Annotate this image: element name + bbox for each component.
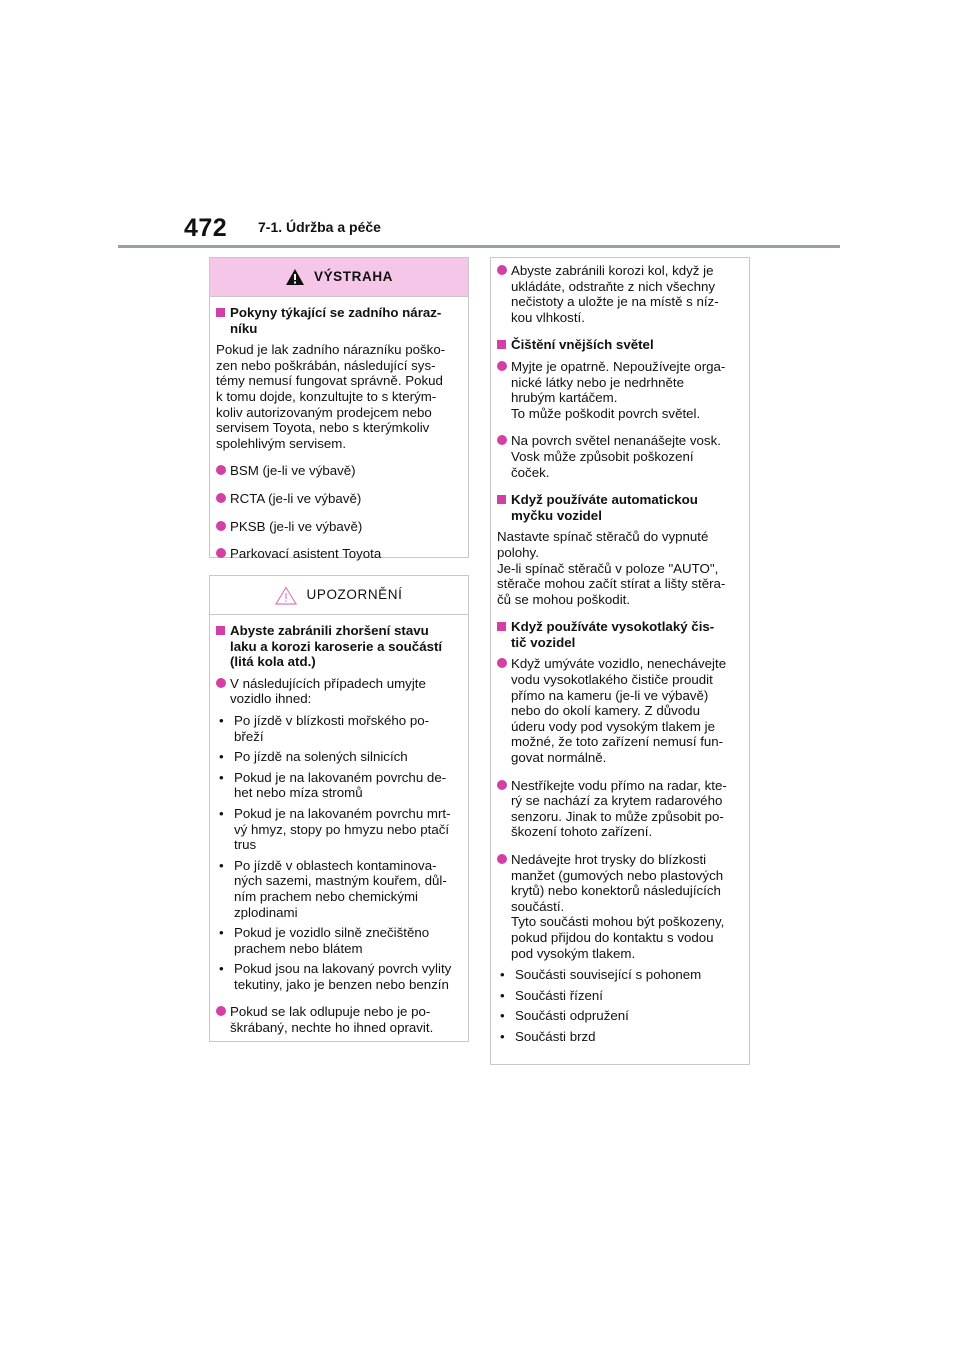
section-title: 7-1. Údržba a péče bbox=[258, 219, 381, 235]
warning-item: RCTA (je-li ve výbavě) bbox=[216, 491, 462, 507]
right-heading: Čištění vnějších světel bbox=[497, 337, 743, 353]
notice-box-continued bbox=[490, 257, 750, 1065]
notice-dash-item: • Pokud jsou na lakovaný povrch vylity tekutiny, jako je benzen nebo benzín bbox=[216, 961, 462, 992]
notice-bullet: V následujících případech umyjte vozidlo ihned: bbox=[216, 676, 462, 707]
notice-box bbox=[209, 575, 469, 1042]
right-dash-item: • Součásti odpružení bbox=[497, 1008, 743, 1024]
right-bullet: Na povrch světel nenanášejte vosk. Vosk může způsobit poškození čoček. bbox=[497, 433, 743, 480]
notice-bullet: Pokud se lak odlupuje nebo je po- škrábaný, nechte ho ihned opravit. bbox=[216, 1004, 462, 1035]
right-dash-item: • Součásti související s pohonem bbox=[497, 967, 743, 983]
right-paragraph: Nastavte spínač stěračů do vypnuté polohy. Je-li spínač stěračů v poloze "AUTO", stěrače mohou začít stírat a lišty stěra- čů se mohou poškodit. bbox=[497, 529, 726, 607]
right-bullet: Nedávejte hrot trysky do blízkosti manžet (gumových nebo plastových krytů) nebo konektorů následujících součástí. Tyto součásti mohou být poškozeny, pokud přijdou do kontaktu s vodou pod vysokým tlakem. bbox=[497, 852, 743, 961]
notice-title: UPOZORNĚNÍ bbox=[306, 587, 403, 603]
notice-dash-item: • Pokud je vozidlo silně znečištěno prachem nebo blátem bbox=[216, 925, 462, 956]
warning-icon bbox=[285, 268, 305, 286]
right-heading: Když používáte vysokotlaký čis- tič vozidel bbox=[497, 619, 743, 650]
notice-dash-item: • Pokud je na lakovaném povrchu de- het nebo míza stromů bbox=[216, 770, 462, 801]
warning-item: PKSB (je-li ve výbavě) bbox=[216, 519, 462, 535]
caution-icon bbox=[275, 586, 297, 605]
warning-item: BSM (je-li ve výbavě) bbox=[216, 463, 462, 479]
right-heading: Když používáte automatickou myčku vozidel bbox=[497, 492, 743, 523]
warning-heading: Pokyny týkající se zadního náraz- níku bbox=[216, 305, 462, 336]
notice-dash-item: • Pokud je na lakovaném povrchu mrt- vý hmyz, stopy po hmyzu nebo ptačí trus bbox=[216, 806, 462, 853]
right-dash-item: • Součásti brzd bbox=[497, 1029, 743, 1045]
notice-dash-item: • Po jízdě v blízkosti mořského po- břeží bbox=[216, 713, 462, 744]
right-bullet: Když umýváte vozidlo, nenechávejte vodu vysokotlakého čističe proudit přímo na kameru (je-li ve výbavě) nebo do okolí kamery. Z důvodu úderu vody pod vysokým tlakem je možné, že toto zařízení nemusí fun- govat normálně. bbox=[497, 656, 743, 765]
notice-dash-item: • Po jízdě na solených silnicích bbox=[216, 749, 462, 765]
warning-header bbox=[210, 258, 468, 297]
warning-box bbox=[209, 257, 469, 562]
header-rule bbox=[118, 245, 840, 248]
warning-text: Pokud je lak zadního nárazníku poško- zen nebo poškrábán, následující sys- témy nemusí fungovat správně. Pokud k tomu dojde, konzultujte to s kterým- koliv autorizovaným prodejcem nebo servisem Toyota, nebo s kterýmkoliv spolehlivým servisem. bbox=[216, 342, 446, 451]
right-bullet: Abyste zabránili korozi kol, když je ukládáte, odstraňte z nich všechny nečistoty a uložte je na místě s níz- kou vlhkostí. bbox=[497, 263, 743, 325]
notice-dash-item: • Po jízdě v oblastech kontaminova- ných sazemi, mastným kouřem, důl- ním prachem nebo chemickými zplodinami bbox=[216, 858, 462, 920]
notice-header bbox=[210, 576, 468, 615]
notice-heading: Abyste zabránili zhoršení stavu laku a korozi karoserie a součástí (litá kola atd.) bbox=[216, 623, 462, 670]
warning-item: Parkovací asistent Toyota bbox=[216, 546, 462, 562]
right-bullet: Nestříkejte vodu přímo na radar, kte- rý se nachází za krytem radarového senzoru. Jinak to může způsobit po- škození tohoto zařízení. bbox=[497, 778, 743, 840]
right-dash-item: • Součásti řízení bbox=[497, 988, 743, 1004]
warning-title: VÝSTRAHA bbox=[313, 269, 394, 285]
page-number: 472 bbox=[184, 214, 228, 242]
right-bullet: Myjte je opatrně. Nepoužívejte orga- nické látky nebo je nedrhněte hrubým kartáčem. To může poškodit povrch světel. bbox=[497, 359, 743, 421]
